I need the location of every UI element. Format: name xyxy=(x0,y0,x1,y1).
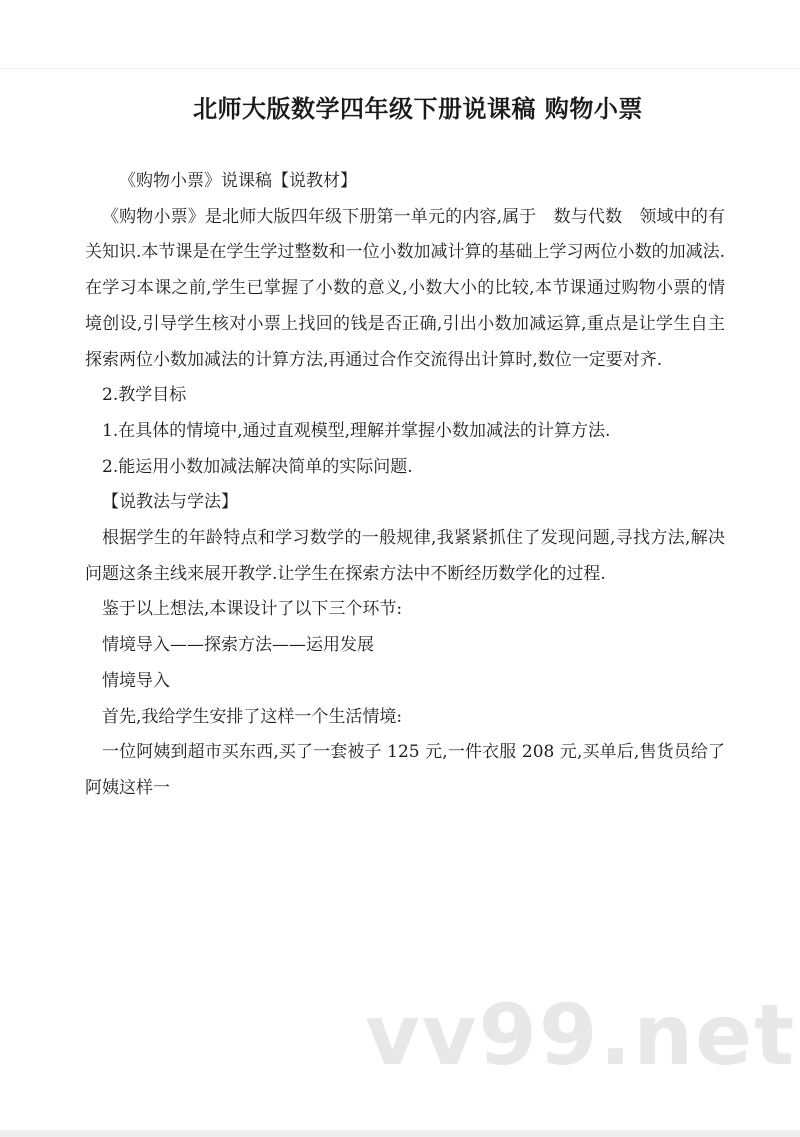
page-bottom-band xyxy=(0,1130,800,1137)
paragraph-teaching-goals-heading: 2.教学目标 xyxy=(102,385,187,406)
watermark-text: vv99.net xyxy=(365,986,797,1084)
page-header-band xyxy=(0,0,800,69)
paragraph-section-heading: 《购物小票》说课稿【说教材】 xyxy=(119,171,357,191)
paragraph-goal-2: 2.能运用小数加减法解决简单的实际问题. xyxy=(102,456,413,477)
paragraph-methods-heading: 【说教法与学法】 xyxy=(102,492,238,513)
paragraph-design-intro: 鉴于以上想法,本课设计了以下三个环节: xyxy=(102,599,403,620)
paragraph-goal-1: 1.在具体的情境中,通过直观模型,理解并掌握小数加减法的计算方法. xyxy=(102,420,611,441)
paragraph-scenario-intro: 首先,我给学生安排了这样一个生活情境: xyxy=(102,706,403,727)
document-body xyxy=(85,164,725,807)
paragraph-stage-heading: 情境导入 xyxy=(102,670,170,691)
paragraph-three-stages: 情境导入——探索方法——运用发展 xyxy=(102,635,374,656)
document-title: 北师大版数学四年级下册说课稿 购物小票 xyxy=(193,95,643,123)
paragraph-methods-text: 根据学生的年龄特点和学习数学的一般规律,我紧紧抓住了发现问题,寻找方法,解决问题这条主线来展开教学.让学生在探索方法中不断经历数学化的过程. xyxy=(85,528,725,584)
paragraph-textbook-intro: 《购物小票》是北师大版四年级下册第一单元的内容,属于 数与代数 领域中的有关知识.本节课是在学生学过整数和一位小数加减计算的基础上学习两位小数的加减法.在学习本课之前,学生已掌握了小数的意义,小数大小的比较,本节课通过购物小票的情境创设,引导学生核对小票上找回的钱是否正确,引出小数加减运算,重点是让学生自主探索两位小数加减法的计算方法,再通过合作交流得出计算时,数位一定要对齐. xyxy=(85,206,725,370)
paragraph-scenario-text: 一位阿姨到超市买东西,买了一套被子 125 元,一件衣服 208 元,买单后,售货员给了阿姨这样一 xyxy=(85,742,725,798)
